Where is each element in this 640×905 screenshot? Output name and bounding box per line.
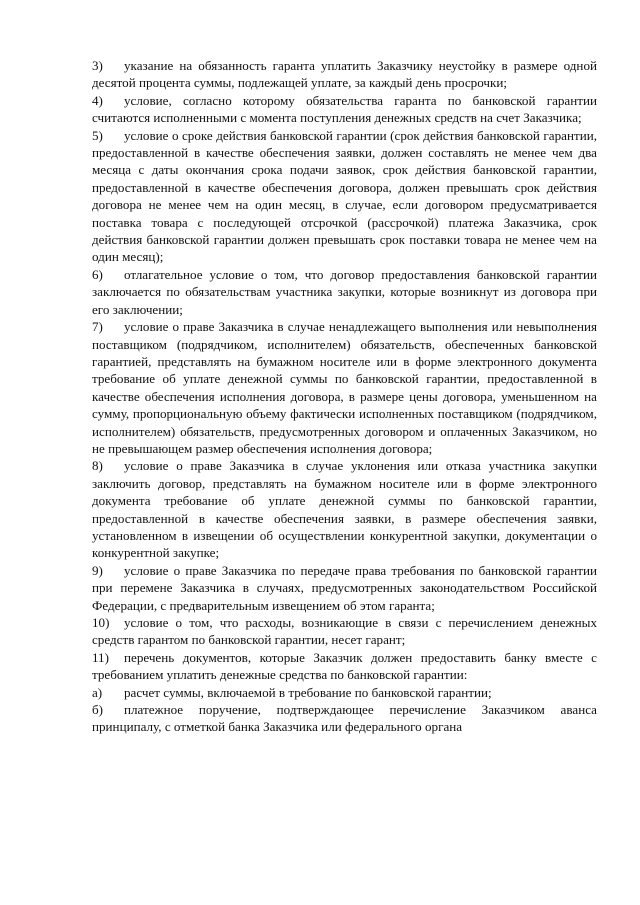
subclause-b [92, 701, 597, 736]
clause-number: 6) [92, 266, 103, 282]
clause-5 [92, 127, 597, 266]
subclause-a [92, 684, 597, 701]
clause-9 [92, 562, 597, 614]
clause-number: а) [92, 684, 103, 700]
clause-number: 4) [92, 92, 103, 108]
clause-text: условие, согласно которому обязательства гаранта по банковской гарантии считаются исполненными с момента поступления денежных средств на счет Заказчика; [92, 92, 597, 126]
clause-text: платежное поручение, подтверждающее перечисление Заказчиком аванса принципалу, с отметкой банка Заказчика или федерального органа [92, 702, 597, 735]
clause-number: 10) [92, 615, 110, 630]
clause-number: 7) [92, 319, 103, 335]
clause-3 [92, 57, 597, 92]
clause-7 [92, 318, 597, 457]
clause-text: условие о том, что расходы, возникающие в связи с перечислением денежных средств гарантом по банковской гарантии, несет гарант; [92, 615, 597, 648]
clause-text: расчет суммы, включаемой в требование по банковской гарантии; [124, 684, 492, 700]
document-page [92, 57, 597, 736]
clause-text: условие о сроке действия банковской гарантии (срок действия банковской гарантии, предоставленной в качестве обеспечения заявки, должен составлять не менее чем два месяца с даты окончания срока подачи заявок, срок действия банковской гарантии, предоставленной в качестве обеспечения договора, должен превышать срок действия договора не менее чем на один месяц, в случае, если договором предусматривается поставка товара с последующей отсрочкой (рассрочкой) платежа Заказчика, срок действия банковской гарантии должен превышать срок поставки товара не менее чем на один месяц); [92, 127, 597, 265]
clause-number: 11) [92, 649, 109, 665]
clause-text: отлагательное условие о том, что договор предоставления банковской гарантии заключается по обязательствам участника закупки, которые возникнут из договора при его заключении; [92, 266, 597, 317]
clause-4 [92, 92, 597, 127]
clause-number: 8) [92, 458, 103, 474]
clause-8 [92, 457, 597, 561]
clause-10 [92, 614, 597, 649]
clause-6 [92, 266, 597, 318]
clause-text: условие о праве Заказчика в случае уклонения или отказа участника закупки заключить договор, представлять на бумажном носителе или в форме электронного документа требование об уплате денежной суммы по банковской гарантии, предоставленной в качестве обеспечения заявки, в размере обеспечения заявки, установленном в извещении об осуществлении конкурентной закупки, документации о конкурентной закупке; [92, 458, 597, 561]
clause-number: б) [92, 702, 104, 718]
clause-text: указание на обязанность гаранта уплатить Заказчику неустойку в размере одной десятой процента суммы, подлежащей уплате, за каждый день просрочки; [92, 58, 597, 91]
clause-text: условие о праве Заказчика по передаче права требования по банковской гарантии при перемене Заказчика в случаях, предусмотренных законодательством Российской Федерации, с предварительным извещением об этом гаранта; [92, 562, 597, 613]
clause-text: перечень документов, которые Заказчик должен предоставить банку вместе с требованием уплатить денежные средства по банковской гарантии: [92, 649, 597, 683]
clause-number: 9) [92, 562, 103, 578]
clause-number: 5) [92, 127, 103, 143]
clause-number: 3) [92, 58, 103, 73]
clause-text: условие о праве Заказчика в случае ненадлежащего выполнения или невыполнения поставщиком (подрядчиком, исполнителем) обязательств, обеспеченных банковской гарантией, представлять на бумажном носителе или в форме электронного документа требование об уплате денежной суммы по банковской гарантии, предоставленной в качестве обеспечения исполнения договора, в размере цены договора, уменьшенном на сумму, пропорциональную объему фактически исполненных поставщиком (подрядчиком, исполнителем) обязательств, предусмотренных договором и оплаченных Заказчиком, но не превышающем размер обеспечения исполнения договора; [92, 319, 597, 456]
clause-11 [92, 649, 597, 684]
